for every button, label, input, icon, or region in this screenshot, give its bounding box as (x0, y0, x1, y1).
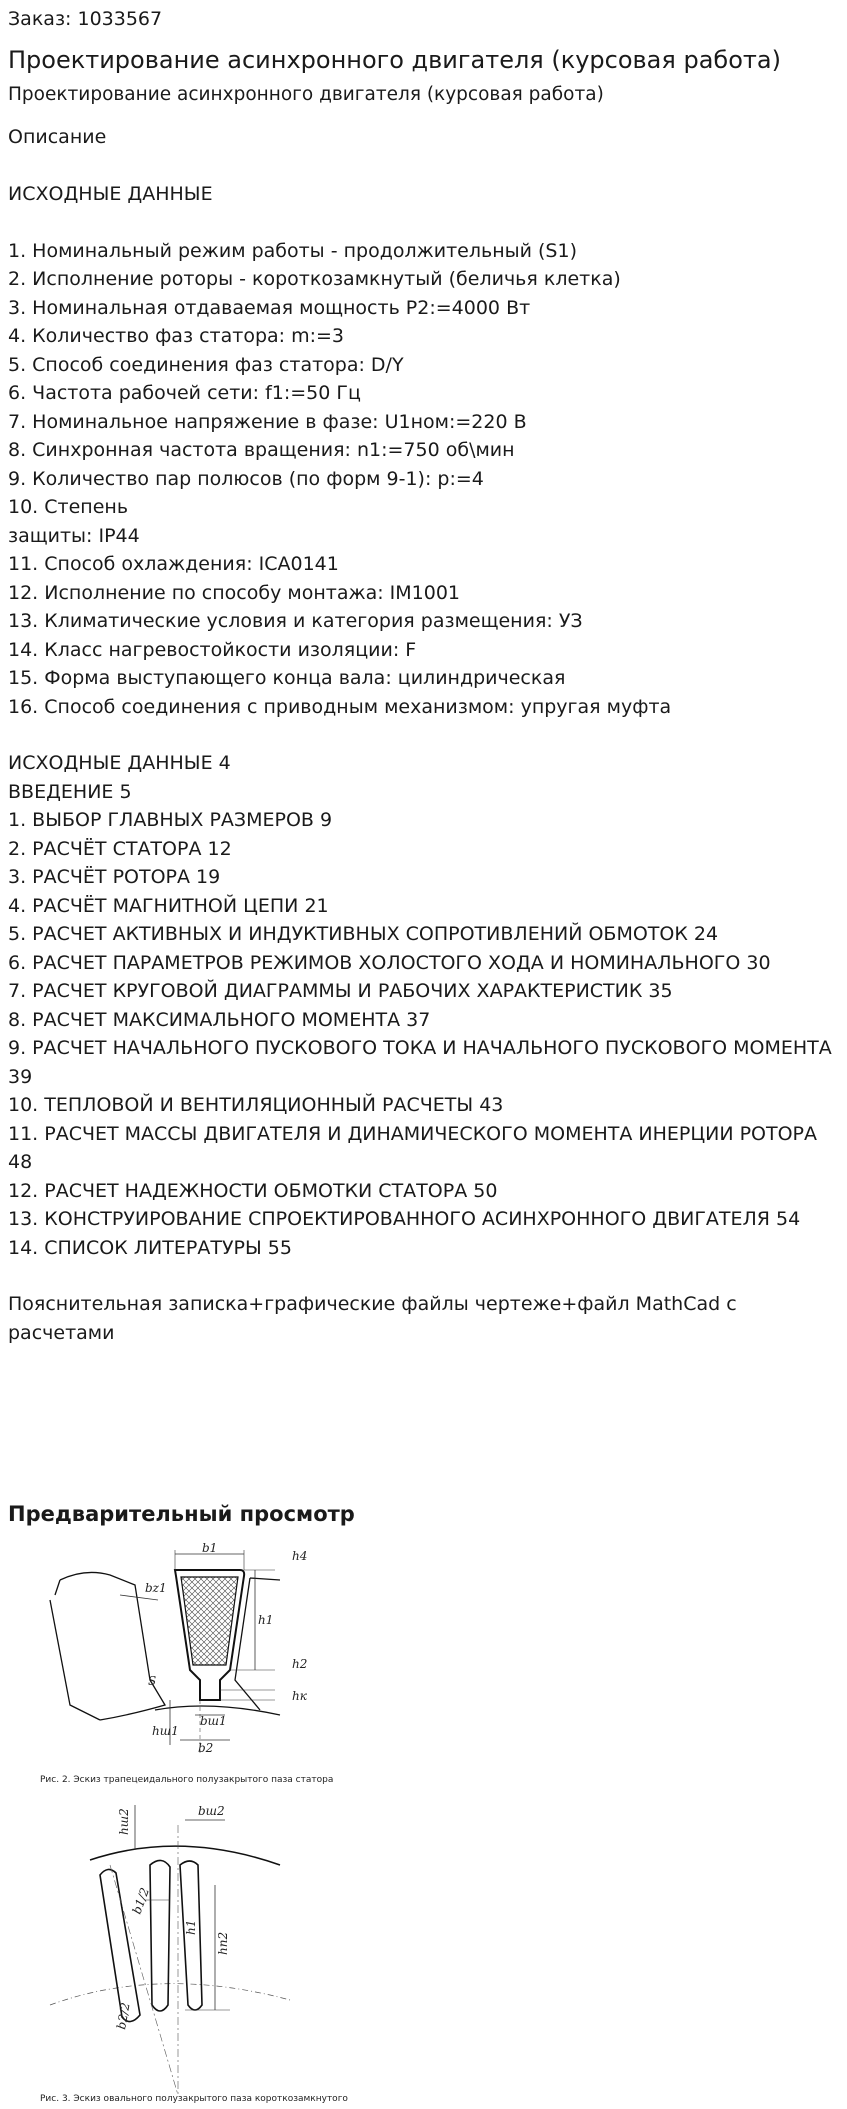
list-item: 3. Номинальная отдаваемая мощность Р2:=4000 Вт (8, 296, 531, 319)
toc-item: 7. РАСЧЕТ КРУГОВОЙ ДИАГРАММЫ И РАБОЧИХ ХАРАКТЕРИСТИК 35 (8, 980, 673, 1002)
toc-item: 6. РАСЧЕТ ПАРАМЕТРОВ РЕЖИМОВ ХОЛОСТОГО ХОДА И НОМИНАЛЬНОГО 30 (8, 951, 771, 974)
list-item: 8. Синхронная частота вращения: n1:=750 об\мин (8, 439, 515, 461)
list-item: 16. Способ соединения с приводным механизмом: упругая муфта (8, 695, 672, 718)
toc-item: 2. РАСЧЁТ СТАТОРА 12 (8, 837, 232, 860)
toc-item: 11. РАСЧЕТ МАССЫ ДВИГАТЕЛЯ И ДИНАМИЧЕСКОГО МОМЕНТА ИНЕРЦИИ РОТОРА 48 (8, 1122, 818, 1173)
toc-item: 3. РАСЧЁТ РОТОРА 19 (8, 866, 221, 888)
order-number: Заказ: 1033567 (8, 8, 163, 30)
figure2-caption: Рис. 3. Эскиз овального полузакрытого паза короткозамкнутого ротора (40, 2094, 350, 2104)
preview-title: Предварительный просмотр (8, 1502, 355, 1526)
toc-item: 14. СПИСОК ЛИТЕРАТУРЫ 55 (8, 1236, 292, 1259)
dim-bw1: bш1 (200, 1714, 227, 1728)
list-item: 12. Исполнение по способу монтажа: IM1001 (8, 581, 461, 604)
list-item: 10. Степень (8, 496, 129, 518)
source-heading: ИСХОДНЫЕ ДАННЫЕ (8, 183, 213, 205)
figure1-caption: Рис. 2. Эскиз трапецеидального полузакрытого паза статора (40, 1775, 334, 1785)
stator-slot-drawing (30, 1540, 350, 1790)
toc-item: 9. РАСЧЕТ НАЧАЛЬНОГО ПУСКОВОГО ТОКА И НАЧАЛЬНОГО ПУСКОВОГО МОМЕНТА 39 (8, 1037, 832, 1088)
dim-s: S (148, 1674, 157, 1688)
dim-hw1: hш1 (152, 1724, 179, 1738)
description-note: Пояснительная записка+графические файлы чертеже+файл MathCad с расчетами (8, 1293, 737, 1344)
list-item: 5. Способ соединения фаз статора: D/Y (8, 353, 404, 376)
list-item: 4. Количество фаз статора: m:=3 (8, 325, 345, 347)
dim-b2: b2 (198, 1741, 214, 1755)
list-item: 7. Номинальное напряжение в фазе: U1ном:=220 В (8, 410, 527, 433)
toc-item: 5. РАСЧЕТ АКТИВНЫХ И ИНДУКТИВНЫХ СОПРОТИВЛЕНИЙ ОБМОТОК 24 (8, 923, 719, 945)
dim-h4: h4 (292, 1549, 308, 1563)
rotor-slot-figure (30, 1795, 350, 2105)
source-data-list (8, 237, 839, 722)
toc-item: 13. КОНСТРУИРОВАНИЕ СПРОЕКТИРОВАННОГО АСИНХРОННОГО ДВИГАТЕЛЯ 54 (8, 1208, 801, 1230)
toc-item: 12. РАСЧЕТ НАДЕЖНОСТИ ОБМОТКИ СТАТОРА 50 (8, 1179, 498, 1202)
toc-item: 1. ВЫБОР ГЛАВНЫХ РАЗМЕРОВ 9 (8, 809, 333, 831)
toc-item: 10. ТЕПЛОВОЙ И ВЕНТИЛЯЦИОННЫЙ РАСЧЕТЫ 43 (8, 1094, 504, 1116)
toc-item: ИСХОДНЫЕ ДАННЫЕ 4 (8, 752, 231, 774)
dim-b2-half: b2/2 (114, 2001, 133, 2031)
list-item: 9. Количество пар полюсов (по форм 9-1): p:=4 (8, 467, 484, 490)
stator-slot-figure (30, 1540, 350, 1790)
dim-hw2: hш2 (117, 1808, 131, 1835)
list-item: 14. Класс нагревостойкости изоляции: F (8, 638, 417, 661)
dim-b1-half: b1/2 (129, 1885, 153, 1917)
rotor-slot-drawing (30, 1795, 350, 2105)
description-label: Описание (8, 126, 107, 148)
dim-h1: h1 (258, 1613, 274, 1627)
list-item: 2. Исполнение роторы - короткозамкнутый (беличья клетка) (8, 268, 621, 290)
dim-h2: h2 (292, 1657, 308, 1671)
list-item: 15. Форма выступающего конца вала: цилиндрическая (8, 667, 566, 689)
dim-h1-rotor: h1 (184, 1919, 198, 1935)
list-item: 6. Частота рабочей сети: f1:=50 Гц (8, 382, 361, 404)
toc-item: 4. РАСЧЁТ МАГНИТНОЙ ЦЕПИ 21 (8, 894, 329, 917)
dim-bz1: bz1 (145, 1581, 167, 1595)
dim-hk: hк (292, 1689, 307, 1703)
page-subtitle: Проектирование асинхронного двигателя (курсовая работа) (8, 84, 604, 105)
dim-hn2: hп2 (216, 1931, 230, 1955)
table-of-contents (8, 749, 839, 1262)
toc-item: ВВЕДЕНИЕ 5 (8, 780, 132, 803)
dim-bw2: bш2 (198, 1804, 225, 1818)
list-item: 1. Номинальный режим работы - продолжительный (S1) (8, 239, 577, 262)
toc-item: 8. РАСЧЕТ МАКСИМАЛЬНОГО МОМЕНТА 37 (8, 1008, 431, 1031)
dim-b1: b1 (202, 1541, 218, 1555)
list-item: 13. Климатические условия и категория размещения: УЗ (8, 610, 583, 632)
list-item: 11. Способ охлаждения: ICA0141 (8, 553, 339, 575)
page-title: Проектирование асинхронного двигателя (курсовая работа) (8, 46, 781, 74)
list-item: защиты: IP44 (8, 524, 140, 547)
